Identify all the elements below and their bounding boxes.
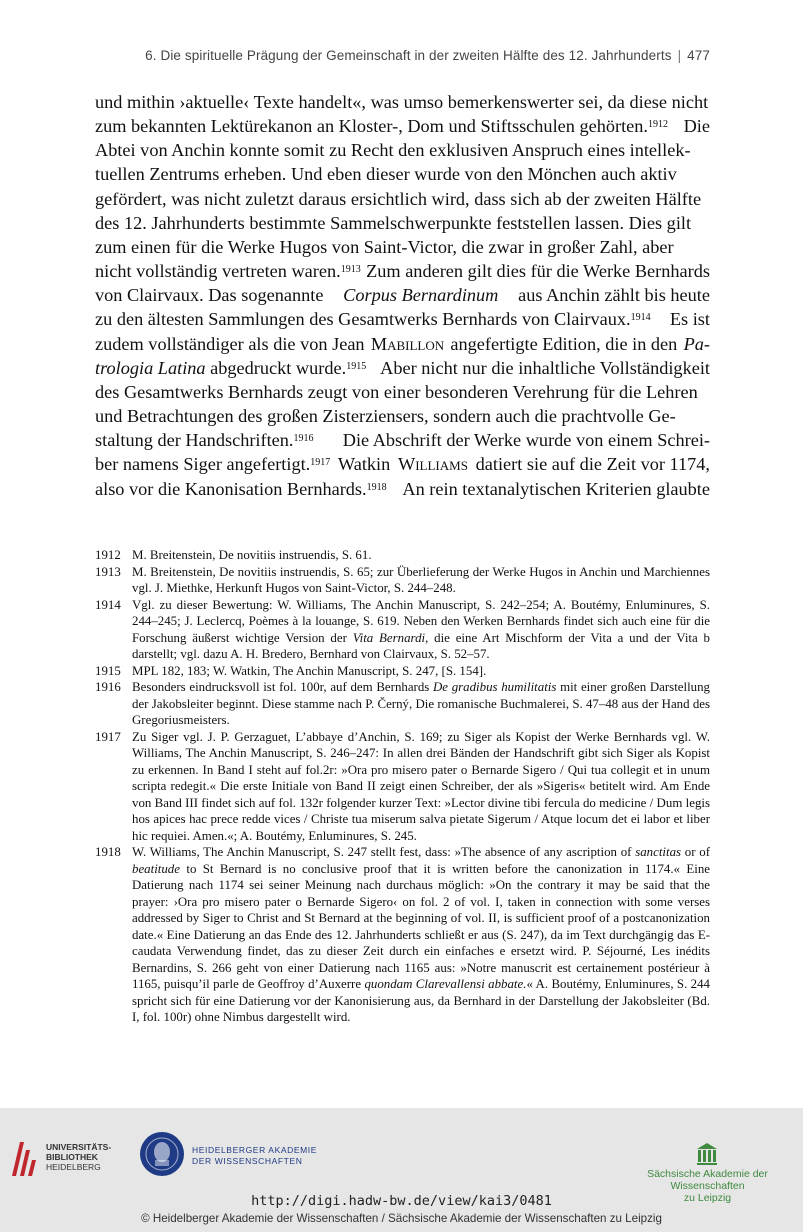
footnote-ref-1915[interactable]: 1915 xyxy=(346,360,367,372)
main-text xyxy=(95,90,710,501)
text-line xyxy=(95,211,710,235)
footnote-ref-1912[interactable]: 1912 xyxy=(648,119,669,131)
footnote-number: 1918 xyxy=(95,845,121,859)
footnote-text: M. Breitenstein, De novitiis instruendis, S. 61. xyxy=(132,548,372,562)
footnotes xyxy=(95,547,710,1026)
text-line xyxy=(95,332,710,356)
copyright-notice: © Heidelberger Akademie der Wissenschaften / Sächsische Akademie der Wissenschaften zu Leipzig xyxy=(141,1212,662,1225)
footnote-ref-1914[interactable]: 1914 xyxy=(630,312,651,324)
header-separator: | xyxy=(677,48,682,63)
saxon-building-icon xyxy=(696,1142,718,1166)
text-span: angefertigte Edition, die in den xyxy=(450,333,678,354)
footnote-number: 1914 xyxy=(95,597,121,612)
footnote-ref-1917[interactable]: 1917 xyxy=(310,457,331,469)
text-span: staltung der Handschriften.$^{1916}$ xyxy=(95,430,314,451)
hadw-seal-icon xyxy=(140,1132,184,1176)
ub-emblem-icon xyxy=(10,1138,38,1178)
text-line xyxy=(95,428,710,452)
text-span: trologia Latina abgedruckt wurde.$^{1915}$ xyxy=(95,357,367,378)
source-url-link[interactable]: http://digi.hadw-bw.de/view/kai3/0481 xyxy=(251,1193,552,1209)
text-span: zudem vollständiger als die von Jean xyxy=(95,333,365,354)
text-span: also vor die Kanonisation Bernhards.$^{1918}$ xyxy=(95,478,387,499)
running-title: 6. Die spirituelle Prägung der Gemeinschaft in der zweiten Hälfte des 12. Jahrhunderts xyxy=(145,48,672,63)
text-line xyxy=(95,356,710,380)
text-line xyxy=(95,477,710,501)
running-header xyxy=(95,48,710,63)
text-span: ber namens Siger angefertigt.$^{1917}$ xyxy=(95,454,331,475)
text-span: Die xyxy=(683,116,710,137)
text-span: nicht vollständig vertreten waren.$^{1913}$ xyxy=(95,261,361,282)
footnote-text: Besonders eindrucksvoll ist fol. 100r, auf dem Bernhards De gradibus humilitatis mit einer großen Darstellung der Jakobsleiter beginnt. Diese stamme nach P. Černý, Die romanische Buchmalerei, S. 47–48 aus der Hand des Gregoriusmeisters. xyxy=(132,680,711,727)
footnote-number: 1916 xyxy=(95,680,121,694)
text-line xyxy=(95,162,710,186)
footnote-number: 1917 xyxy=(95,729,121,744)
footnote-text: Zu Siger vgl. J. P. Gerzaguet, L’abbaye d’Anchin, S. 169; zu Siger als Kopist der Werke Bernhards vgl. W. Williams, The Anchin Manuscript, S. 246–247: In allen drei Bänden der Handschrift gibt sich Siger als Kopist zu erkennen. In Band I steht auf fol.2r: »Ora pro misero pater o Bernarde Sigero / Qui tua collegit et in unum scripta redegit.« Die erste Initiale von Band II zeigt einen Schreiber, der als »Sigeris« betitelt wird. Am Ende von Band III findet sich auf fol. 132r folgender kurzer Text: »Lector divine tibi fercula do medicine / Dum legis hos apices hac prece redde vices / Christe tua miserum salva pietate Sigerum / Atque locum det ei labor et liber hic requiei. Amen.«; A. Boutémy, Enluminures, S. 245. xyxy=(132,729,710,843)
footnote-text: M. Breitenstein, De novitiis instruendis, S. 65; zur Überlieferung der Werke Hugos in Anchin und Marchiennes vgl. J. Miethke, Herkunft Hugos von Saint-Victor, S. 244–248. xyxy=(132,564,710,595)
text-span: tuellen Zentrums erheben. Und eben dieser wurde von den Mönchen auch aktiv xyxy=(95,164,677,185)
text-span: zum bekannten Lektürekanon an Kloster-, Dom und Stiftsschulen gehörten.$^{1912}$ xyxy=(95,116,669,137)
footnote-text: MPL 182, 183; W. Watkin, The Anchin Manuscript, S. 247, [S. 154]. xyxy=(132,663,487,678)
text-line xyxy=(95,452,710,476)
text-span: Abtei von Anchin konnte somit zu Recht den exklusiven Anspruch eines intellek- xyxy=(95,140,691,161)
text-line xyxy=(95,404,710,428)
footnote-number: 1915 xyxy=(95,663,121,678)
text-line xyxy=(95,259,710,283)
text-span: Es ist xyxy=(669,309,710,330)
footnote-1917 xyxy=(95,729,710,845)
text-span: und Betrachtungen des großen Zisterziensers, sondern auch die prachtvolle Ge- xyxy=(95,406,676,427)
text-span: und mithin ›aktuelle‹ Texte handelt«, was umso bemerkenswerter sei, da diese nicht xyxy=(95,92,709,112)
small-caps-name: Williams xyxy=(397,454,468,475)
small-caps-name: Mabillon xyxy=(370,333,445,354)
text-span: Aber nicht nur die inhaltliche Vollständigkeit xyxy=(380,357,710,378)
text-line xyxy=(95,380,710,404)
footnote-number: 1912 xyxy=(95,548,121,562)
text-span: datiert sie auf die Zeit vor 1174, xyxy=(475,454,710,475)
ub-heidelberg-logo[interactable] xyxy=(10,1138,110,1182)
text-line xyxy=(95,138,710,162)
text-line xyxy=(95,90,710,114)
footnote-ref-1913[interactable]: 1913 xyxy=(340,264,361,276)
italic-title: Pa- xyxy=(683,333,710,354)
text-span: des 12. Jahrhunderts bestimmte Sammelschwerpunkte feststellen lassen. Dies gilt xyxy=(95,212,692,233)
footnote-ref-1918[interactable]: 1918 xyxy=(366,481,387,493)
text-span: Die Abschrift der Werke wurde von einem Schrei- xyxy=(342,430,710,451)
saxon-logo-text: Sächsische Akademie der Wissenschaften zu Leipzig xyxy=(647,1168,768,1204)
text-span: zum einen für die Werke Hugos von Saint-Victor, die zwar in großer Zahl, aber xyxy=(95,236,674,257)
text-line xyxy=(95,283,710,307)
text-line xyxy=(95,307,710,331)
text-span: aus Anchin zählt bis heute xyxy=(518,285,710,306)
text-span: Zum anderen gilt dies für die Werke Bernhards xyxy=(366,261,710,282)
hadw-logo-text: HEIDELBERGER AKADEMIE DER WISSENSCHAFTEN xyxy=(192,1145,318,1166)
page-number: 477 xyxy=(687,48,710,63)
footnote-number: 1913 xyxy=(95,564,121,579)
ub-logo-text: UNIVERSITÄTS- BIBLIOTHEK HEIDELBERG xyxy=(46,1142,112,1172)
hadw-logo[interactable] xyxy=(140,1132,340,1182)
text-span: gefördert, was nicht zuletzt daraus ersichtlich wird, dass sich ab der zweiten Hälfte xyxy=(95,188,702,209)
footnote-text: Vgl. zu dieser Bewertung: W. Williams, The Anchin Manuscript, S. 242–254; A. Boutémy, Enluminures, S. 244–245; J. Leclercq, Poèmes à la louange, S. 619. Neben den Werken Bernhards findet sich auch eine für die Forschung äußerst wichtige Version der Vita Bernardi, die eine Art Mischform der Vita a und der Vita b darstellt; vgl. dazu A. H. Bredero, Bernhard von Clairvaux, S. 52–57. xyxy=(132,597,710,661)
text-span: zu den ältesten Sammlungen des Gesamtwerks Bernhards von Clairvaux.$^{1914}$ xyxy=(95,309,651,330)
footnote-1912 xyxy=(95,547,710,564)
footnote-1918 xyxy=(95,844,710,1026)
footnote-1916 xyxy=(95,679,710,729)
text-span: An rein textanalytischen Kriterien glaubte xyxy=(402,478,710,499)
text-line xyxy=(95,114,710,138)
saxon-academy-logo[interactable] xyxy=(620,1138,795,1204)
footnote-1913 xyxy=(95,564,710,597)
footnote-ref-1916[interactable]: 1916 xyxy=(293,433,314,445)
text-span: von Clairvaux. Das sogenannte xyxy=(95,285,324,306)
footnote-1915 xyxy=(95,663,710,680)
italic-title: Corpus Bernardinum xyxy=(343,285,499,306)
footnote-text: W. Williams, The Anchin Manuscript, S. 247 stellt fest, dass: »The absence of any ascription of sanctitas or of beatitude to St Bernard is no conclusive proof that it is written before the canonization in 1174.« Eine Datierung nach 1174 sei seiner Meinung nach durchaus möglich: »On the contrary it may be said that the prayer: ›Ora pro misero pater o Bernarde Sigero‹ on fol. 2 of vol. I, taken in connection with some verses addressed by Siger to Christ and St Bernard at the beginning of vol. II, is sufficient proof of a postcanonization date.« Eine Datierung an das Ende des 12. Jahrhunderts schließt er aus (S. 247), da im Text durchgängig das E-caudata Verwendung findet, das zu dieser Zeit durch ein einfaches e ersetzt wird. P. Séjourné, Les inédits Bernardins, S. 266 geht von einer Datierung nach 1165 aus: »Notre manuscrit est certainement postérieur à 1165, puisqu’il parle de Geoffroy d’Auxerre quondam Clarevallensi abbate.« A. Boutémy, Enluminures, S. 244 spricht sich für eine Datierung vor der Kanonisierung aus, da Bernhard in der Darstellung der Jakobsleiter (Bd. I, fol. 100r) ohne Nimbus dargestellt wird. xyxy=(132,845,710,1024)
text-span: Watkin xyxy=(337,454,391,475)
text-line xyxy=(95,187,710,211)
footnote-1914 xyxy=(95,597,710,663)
text-line xyxy=(95,235,710,259)
text-span: des Gesamtwerks Bernhards zeugt von einer besonderen Verehrung für die Lehren xyxy=(95,381,698,402)
